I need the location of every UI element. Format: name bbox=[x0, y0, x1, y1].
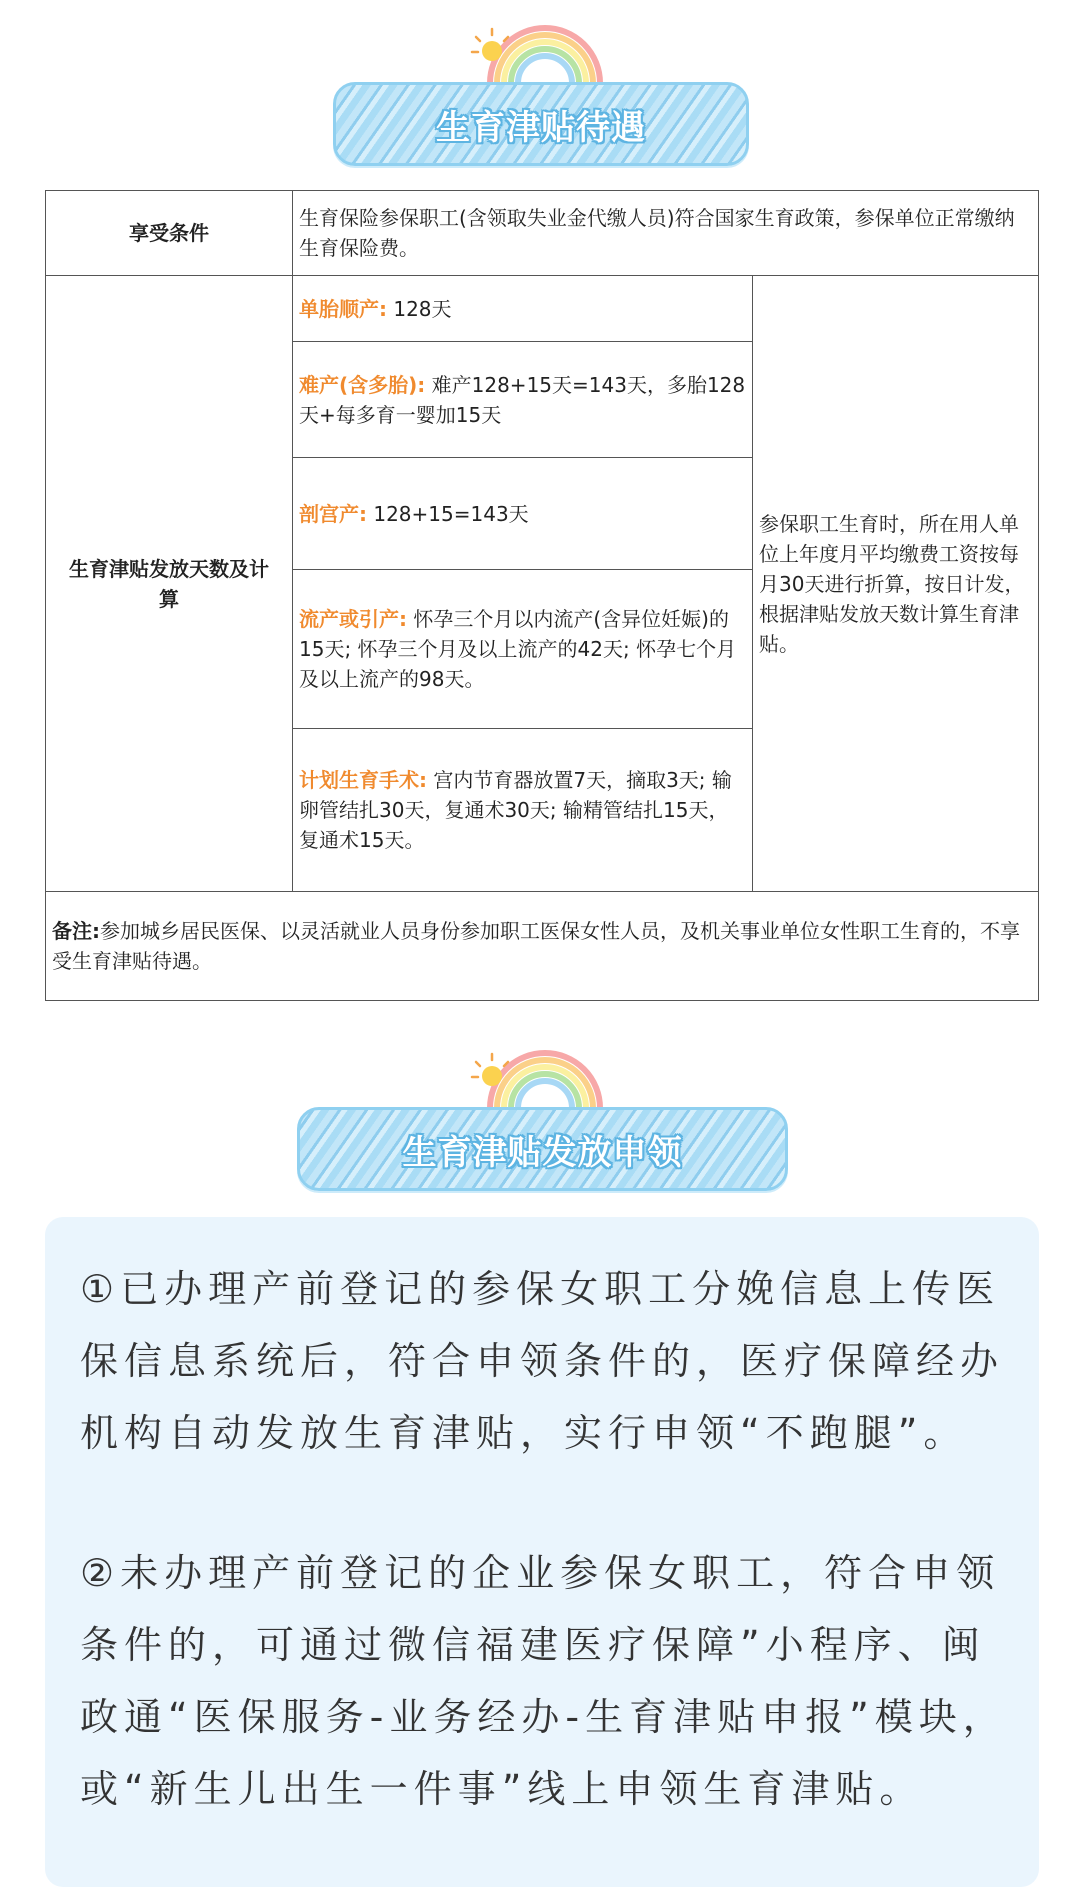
days-item-key: 计划生育手术: bbox=[299, 768, 427, 792]
days-label: 生育津贴发放天数及计算 bbox=[46, 276, 293, 892]
note-text: 参加城乡居民医保、以灵活就业人员身份参加职工医保女性人员，及机关事业单位女性职工生育的，不享受生育津贴待遇。 bbox=[52, 919, 1020, 973]
table-row-note bbox=[46, 892, 1039, 1001]
days-item-text: 128+15=143天 bbox=[367, 501, 529, 526]
days-item-text: 难产128+15天=143天，多胎128天+每多育一婴加15天 bbox=[299, 372, 746, 427]
benefits-table bbox=[45, 190, 1039, 1001]
rainbow-sun-icon bbox=[470, 1050, 620, 1110]
days-item-cesarean bbox=[293, 458, 753, 570]
condition-label: 享受条件 bbox=[46, 191, 293, 276]
apply-title: 生育津贴发放申领 bbox=[402, 1132, 683, 1173]
section-banner-apply bbox=[0, 1045, 1080, 1195]
apply-paragraph-2: ②未办理产前登记的企业参保女职工，符合申领条件的，可通过微信福建医疗保障”小程序、闽政通“医保服务-业务经办-生育津贴申报”模块，或“新生儿出生一件事”线上申领生育津贴。 bbox=[80, 1551, 1007, 1811]
days-item-family-planning bbox=[293, 729, 753, 892]
apply-paragraph-1: ①已办理产前登记的参保女职工分娩信息上传医保信息系统后，符合申领条件的，医疗保障经办机构自动发放生育津贴，实行申领“不跑腿”。 bbox=[80, 1267, 1005, 1455]
note-cell bbox=[46, 892, 1039, 1001]
days-item-text: 宫内节育器放置7天，摘取3天; 输卵管结扎30天，复通术30天; 输精管结扎15天，复通术15天。 bbox=[299, 768, 732, 852]
table-row-condition bbox=[46, 191, 1039, 276]
rainbow-sun-icon bbox=[470, 25, 620, 85]
days-item-key: 单胎顺产: bbox=[299, 296, 387, 321]
days-item-key: 流产或引产: bbox=[299, 607, 407, 631]
days-item-text: 怀孕三个月以内流产(含异位妊娠)的15天; 怀孕三个月及以上流产的42天; 怀孕七个月及以上流产的98天。 bbox=[299, 607, 737, 691]
days-item-dystocia bbox=[293, 342, 753, 458]
days-item-key: 难产(含多胎): bbox=[299, 372, 426, 397]
days-item-normal bbox=[293, 276, 753, 342]
benefits-title-banner bbox=[333, 82, 749, 166]
apply-info-box bbox=[45, 1217, 1039, 1887]
apply-title-banner bbox=[297, 1107, 788, 1191]
days-item-key: 剖宫产: bbox=[299, 501, 367, 526]
calc-description: 参保职工生育时，所在用人单位上年度月平均缴费工资按每月30天进行折算，按日计发，根据津贴发放天数计算生育津贴。 bbox=[753, 276, 1039, 892]
days-item-text: 128天 bbox=[387, 296, 452, 321]
days-item-abortion bbox=[293, 570, 753, 729]
benefits-title: 生育津贴待遇 bbox=[436, 107, 646, 148]
section-banner-benefits bbox=[0, 20, 1080, 170]
note-label: 备注: bbox=[52, 919, 100, 943]
condition-content: 生育保险参保职工(含领取失业金代缴人员)符合国家生育政策，参保单位正常缴纳生育保险费。 bbox=[293, 191, 1039, 276]
table-row-days-1 bbox=[46, 276, 1039, 342]
